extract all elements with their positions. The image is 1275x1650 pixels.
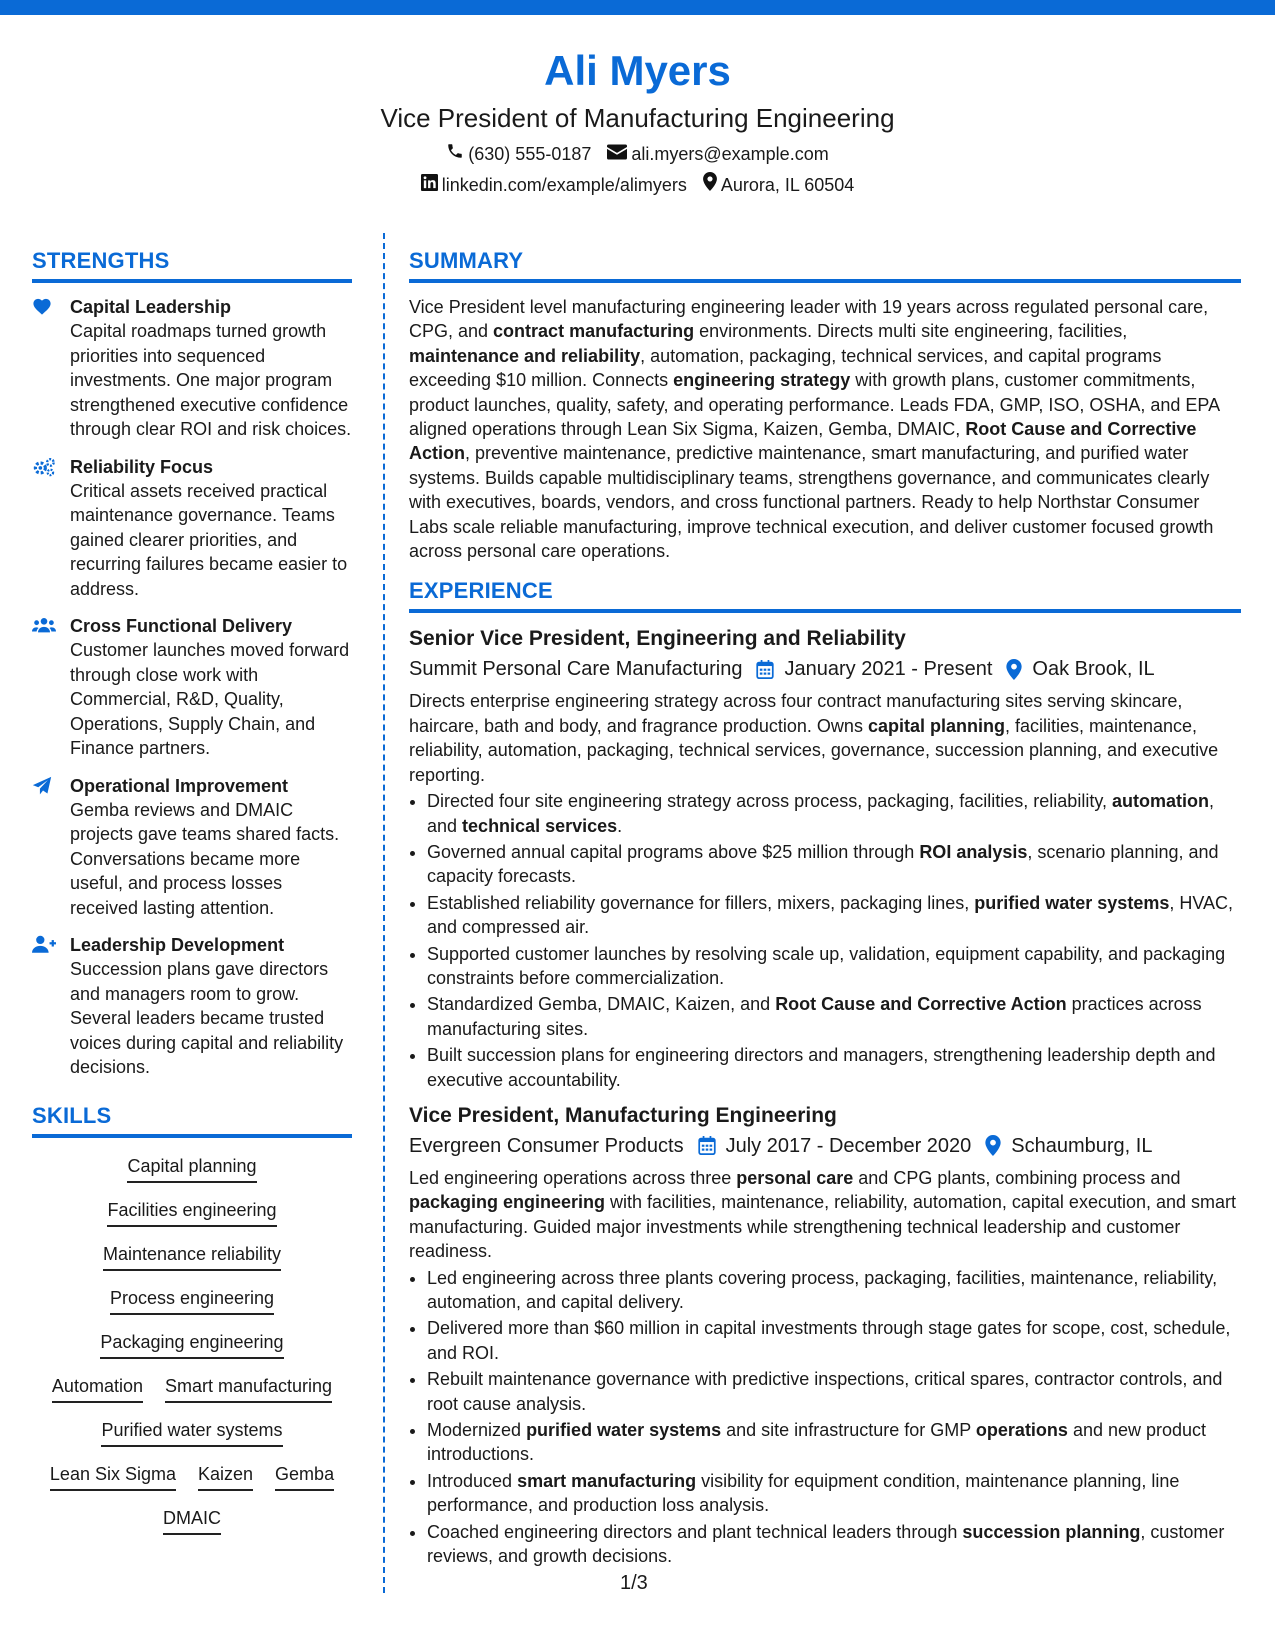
text-segment: Vice President level manufacturing engineering leader with 19 years across regulated personal care, CPG, and bbox=[409, 297, 1209, 342]
strength-item bbox=[32, 455, 352, 602]
location-text: Aurora, IL 60504 bbox=[720, 174, 855, 195]
skill-tag: Maintenance reliability bbox=[103, 1242, 281, 1271]
job-description bbox=[409, 689, 1241, 787]
strength-description: Capital roadmaps turned growth priorities into sequenced investments. One major program strengthened executive confidence through clear ROI and risk choices. bbox=[70, 321, 352, 439]
text-segment: with facilities, maintenance, reliability, automation, capital execution, and smart manufacturing. Guided major investments while strengthening technical leadership and customer readiness. bbox=[409, 1192, 1237, 1262]
skill-tag: DMAIC bbox=[163, 1506, 221, 1535]
contact-location bbox=[703, 172, 854, 197]
calendar-icon bbox=[698, 1136, 716, 1155]
skill-row bbox=[32, 1330, 352, 1359]
job-location: Schaumburg, IL bbox=[1011, 1134, 1153, 1157]
strengths-list bbox=[32, 295, 352, 1080]
bold-keyword: ROI analysis bbox=[919, 841, 1028, 862]
skill-row bbox=[32, 1242, 352, 1271]
users-icon bbox=[32, 614, 56, 761]
bold-keyword: succession planning bbox=[962, 1521, 1141, 1542]
text-segment: Built succession plans for engineering directors and managers, strengthening leadership depth and executive accountability. bbox=[427, 1045, 1216, 1090]
text-segment: Led engineering operations across three bbox=[409, 1167, 737, 1188]
text-segment: , facilities, maintenance, reliability, automation, packaging, technical services, governance, succession planning, and executive reporting. bbox=[409, 715, 1219, 785]
skill-row bbox=[32, 1154, 352, 1183]
text-segment: Delivered more than $60 million in capital investments through stage gates for scope, cost, schedule, and ROI. bbox=[427, 1318, 1231, 1363]
resume-header bbox=[0, 40, 1275, 197]
map-pin-icon bbox=[1006, 659, 1022, 680]
job-company: Evergreen Consumer Products bbox=[409, 1134, 684, 1157]
text-segment: , scenario planning, and capacity forecasts. bbox=[427, 841, 1219, 887]
strength-body bbox=[70, 614, 352, 761]
bullet-item bbox=[427, 1043, 1241, 1092]
skill-tag: Smart manufacturing bbox=[165, 1374, 332, 1403]
job-entry bbox=[409, 1102, 1241, 1569]
strength-description: Customer launches moved forward through close work with Commercial, R&D, Quality, Operations, Supply Chain, and Finance partners. bbox=[70, 640, 350, 758]
skill-row bbox=[32, 1374, 352, 1403]
bullet-item bbox=[427, 1316, 1241, 1365]
top-accent-bar bbox=[0, 0, 1275, 15]
skill-row bbox=[32, 1462, 352, 1491]
gears-icon bbox=[32, 455, 56, 602]
column-divider bbox=[383, 233, 385, 1593]
text-segment: practices across manufacturing sites. bbox=[427, 994, 1202, 1039]
text-segment: , customer reviews, and growth decisions. bbox=[427, 1521, 1225, 1567]
phone-icon bbox=[446, 142, 464, 166]
bold-keyword: purified water systems bbox=[526, 1420, 722, 1441]
bold-keyword: personal care bbox=[736, 1167, 854, 1188]
bullet-item bbox=[427, 992, 1241, 1041]
text-segment: environments. Directs multi site engineering, facilities, bbox=[694, 321, 1128, 342]
bullet-item bbox=[427, 1520, 1241, 1569]
text-segment: and CPG plants, combining process and bbox=[853, 1167, 1181, 1188]
contact-line-2 bbox=[0, 172, 1275, 197]
skill-tag: Gemba bbox=[275, 1462, 334, 1491]
right-column bbox=[409, 247, 1241, 1578]
bold-keyword: contract manufacturing bbox=[493, 321, 695, 342]
linkedin-text[interactable]: linkedin.com/example/alimyers bbox=[441, 174, 687, 195]
text-segment: Governed annual capital programs above $25 million through bbox=[427, 841, 920, 862]
bold-keyword: maintenance and reliability bbox=[409, 345, 641, 366]
candidate-name: Ali Myers bbox=[544, 47, 731, 94]
bullet-item bbox=[427, 1367, 1241, 1416]
bullet-item bbox=[427, 1469, 1241, 1518]
candidate-role: Vice President of Manufacturing Engineering bbox=[380, 103, 895, 133]
text-segment: visibility for equipment condition, maintenance planning, line performance, and production loss analysis. bbox=[427, 1470, 1180, 1516]
text-segment: Coached engineering directors and plant technical leaders through bbox=[427, 1521, 963, 1542]
bullet-item bbox=[427, 840, 1241, 889]
bold-keyword: engineering strategy bbox=[673, 370, 851, 391]
strength-item bbox=[32, 614, 352, 761]
experience-heading: EXPERIENCE bbox=[409, 577, 1241, 613]
skill-tag: Lean Six Sigma bbox=[50, 1462, 176, 1491]
job-dates: July 2017 - December 2020 bbox=[725, 1134, 972, 1157]
job-bullets bbox=[409, 1266, 1241, 1569]
skill-tag: Packaging engineering bbox=[100, 1330, 283, 1359]
job-dates: January 2021 - Present bbox=[784, 658, 993, 681]
bold-keyword: purified water systems bbox=[974, 892, 1170, 913]
envelope-icon bbox=[607, 142, 627, 166]
text-segment: Established reliability governance for fillers, mixers, packaging lines, bbox=[427, 892, 975, 913]
text-segment: with growth plans, customer commitments, product launches, quality, safety, and operating performance. Leads FDA, GMP, ISO, OSHA, and EPA aligned operations through Lean Six Sigma, Kaizen, Gemba, DMAIC, bbox=[409, 370, 1220, 440]
text-segment: , and bbox=[427, 791, 1214, 836]
text-segment: , preventive maintenance, predictive maintenance, smart manufacturing, and purified water systems. Builds capable multidisciplinary teams, strengthens governance, and communicates clearly with executives, boards, vendors, and cross functional partners. Ready to help Northstar Consumer Labs scale reliable manufacturing, improve technical execution, and deliver customer focused growth across personal care operations. bbox=[409, 443, 1214, 562]
linkedin-icon bbox=[421, 173, 438, 197]
strength-description: Succession plans gave directors and managers room to grow. Several leaders became trusted voices during capital and reliability decisions. bbox=[70, 959, 344, 1077]
text-segment: . bbox=[617, 815, 623, 836]
text-segment: Introduced bbox=[427, 1470, 518, 1491]
job-entry bbox=[409, 625, 1241, 1092]
contact-line-1 bbox=[0, 142, 1275, 166]
text-segment: , HVAC, and compressed air. bbox=[427, 892, 1234, 938]
job-meta bbox=[409, 1132, 1241, 1160]
heart-icon bbox=[32, 295, 56, 442]
phone-text: (630) 555-0187 bbox=[468, 144, 592, 164]
text-segment: Directed four site engineering strategy across process, packaging, facilities, reliability, bbox=[427, 791, 1112, 812]
summary-text bbox=[409, 295, 1241, 563]
user-plus-icon bbox=[32, 933, 56, 1080]
summary-heading: SUMMARY bbox=[409, 247, 1241, 283]
text-segment: and site infrastructure for GMP bbox=[721, 1420, 976, 1441]
bullet-item bbox=[427, 789, 1241, 838]
bold-keyword: packaging engineering bbox=[409, 1192, 606, 1213]
strength-body bbox=[70, 933, 352, 1080]
jobs-list bbox=[409, 625, 1241, 1568]
strength-body bbox=[70, 774, 352, 921]
page-number: 1/3 bbox=[620, 1572, 648, 1594]
skills-heading: SKILLS bbox=[32, 1102, 352, 1138]
bullet-item bbox=[427, 1266, 1241, 1315]
skill-row bbox=[32, 1506, 352, 1535]
bold-keyword: smart manufacturing bbox=[517, 1470, 697, 1491]
strength-body bbox=[70, 295, 352, 442]
strength-title: Operational Improvement bbox=[70, 775, 289, 796]
map-pin-icon bbox=[703, 172, 717, 197]
text-segment: and new product introductions. bbox=[427, 1420, 1207, 1465]
job-company: Summit Personal Care Manufacturing bbox=[409, 658, 743, 681]
strength-item bbox=[32, 933, 352, 1080]
left-column bbox=[32, 247, 352, 1550]
email-text[interactable]: ali.myers@example.com bbox=[631, 144, 829, 164]
job-title: Vice President, Manufacturing Engineering bbox=[409, 1103, 837, 1127]
text-segment: Led engineering across three plants covering process, packaging, facilities, maintenance, reliability, automation, and capital delivery. bbox=[427, 1267, 1218, 1312]
skill-tag: Kaizen bbox=[198, 1462, 253, 1491]
text-segment: Modernized bbox=[427, 1420, 527, 1441]
skill-tag: Facilities engineering bbox=[107, 1198, 276, 1227]
bullet-item bbox=[427, 891, 1241, 940]
strength-item bbox=[32, 774, 352, 921]
bold-keyword: capital planning bbox=[867, 715, 1005, 736]
bold-keyword: Root Cause and Corrective Action bbox=[775, 994, 1067, 1015]
bold-keyword: operations bbox=[975, 1420, 1068, 1441]
text-segment: Rebuilt maintenance governance with predictive inspections, critical spares, contractor controls, and root cause analysis. bbox=[427, 1369, 1223, 1414]
calendar-icon bbox=[756, 660, 774, 679]
text-segment: , automation, packaging, technical services, and capital programs exceeding $10 million. Connects bbox=[409, 345, 1162, 391]
skills-list bbox=[32, 1154, 352, 1535]
strength-title: Capital Leadership bbox=[70, 297, 232, 317]
map-pin-icon bbox=[985, 1135, 1001, 1156]
contact-email[interactable] bbox=[607, 142, 828, 166]
skill-row bbox=[32, 1418, 352, 1447]
skill-row bbox=[32, 1198, 352, 1227]
strengths-heading: STRENGTHS bbox=[32, 247, 352, 283]
contact-phone bbox=[446, 142, 591, 166]
job-title: Senior Vice President, Engineering and Reliability bbox=[409, 627, 906, 651]
strength-description: Critical assets received practical maintenance governance. Teams gained clearer priorities, and recurring failures became easier to address. bbox=[70, 480, 348, 599]
contact-linkedin[interactable] bbox=[421, 172, 687, 197]
text-segment: Supported customer launches by resolving scale up, validation, equipment capability, and packaging constraints before commercialization. bbox=[427, 943, 1226, 988]
strength-description: Gemba reviews and DMAIC projects gave teams shared facts. Conversations became more useful, and process losses received lasting attention. bbox=[70, 799, 340, 918]
paper-plane-icon bbox=[32, 774, 56, 921]
skill-tag: Process engineering bbox=[110, 1286, 274, 1315]
skill-tag: Purified water systems bbox=[101, 1418, 282, 1447]
text-segment: Standardized Gemba, DMAIC, Kaizen, and bbox=[427, 994, 776, 1015]
bold-keyword: technical services bbox=[462, 815, 618, 836]
job-meta bbox=[409, 655, 1241, 683]
bold-keyword: automation bbox=[1111, 791, 1209, 812]
skill-tag: Capital planning bbox=[127, 1154, 256, 1183]
skill-tag: Automation bbox=[52, 1374, 143, 1403]
strength-item bbox=[32, 295, 352, 442]
job-location: Oak Brook, IL bbox=[1032, 658, 1155, 681]
strength-body bbox=[70, 455, 352, 602]
strength-title: Leadership Development bbox=[70, 935, 285, 955]
strength-title: Cross Functional Delivery bbox=[70, 616, 293, 636]
job-description bbox=[409, 1166, 1241, 1264]
bullet-item bbox=[427, 1418, 1241, 1467]
job-bullets bbox=[409, 789, 1241, 1092]
bold-keyword: Root Cause and Corrective Action bbox=[409, 419, 1197, 464]
bullet-item bbox=[427, 942, 1241, 991]
text-segment: Directs enterprise engineering strategy across four contract manufacturing sites serving skincare, haircare, bath and body, and fragrance production. Owns bbox=[409, 691, 1183, 736]
skill-row bbox=[32, 1286, 352, 1315]
strength-title: Reliability Focus bbox=[70, 456, 214, 477]
